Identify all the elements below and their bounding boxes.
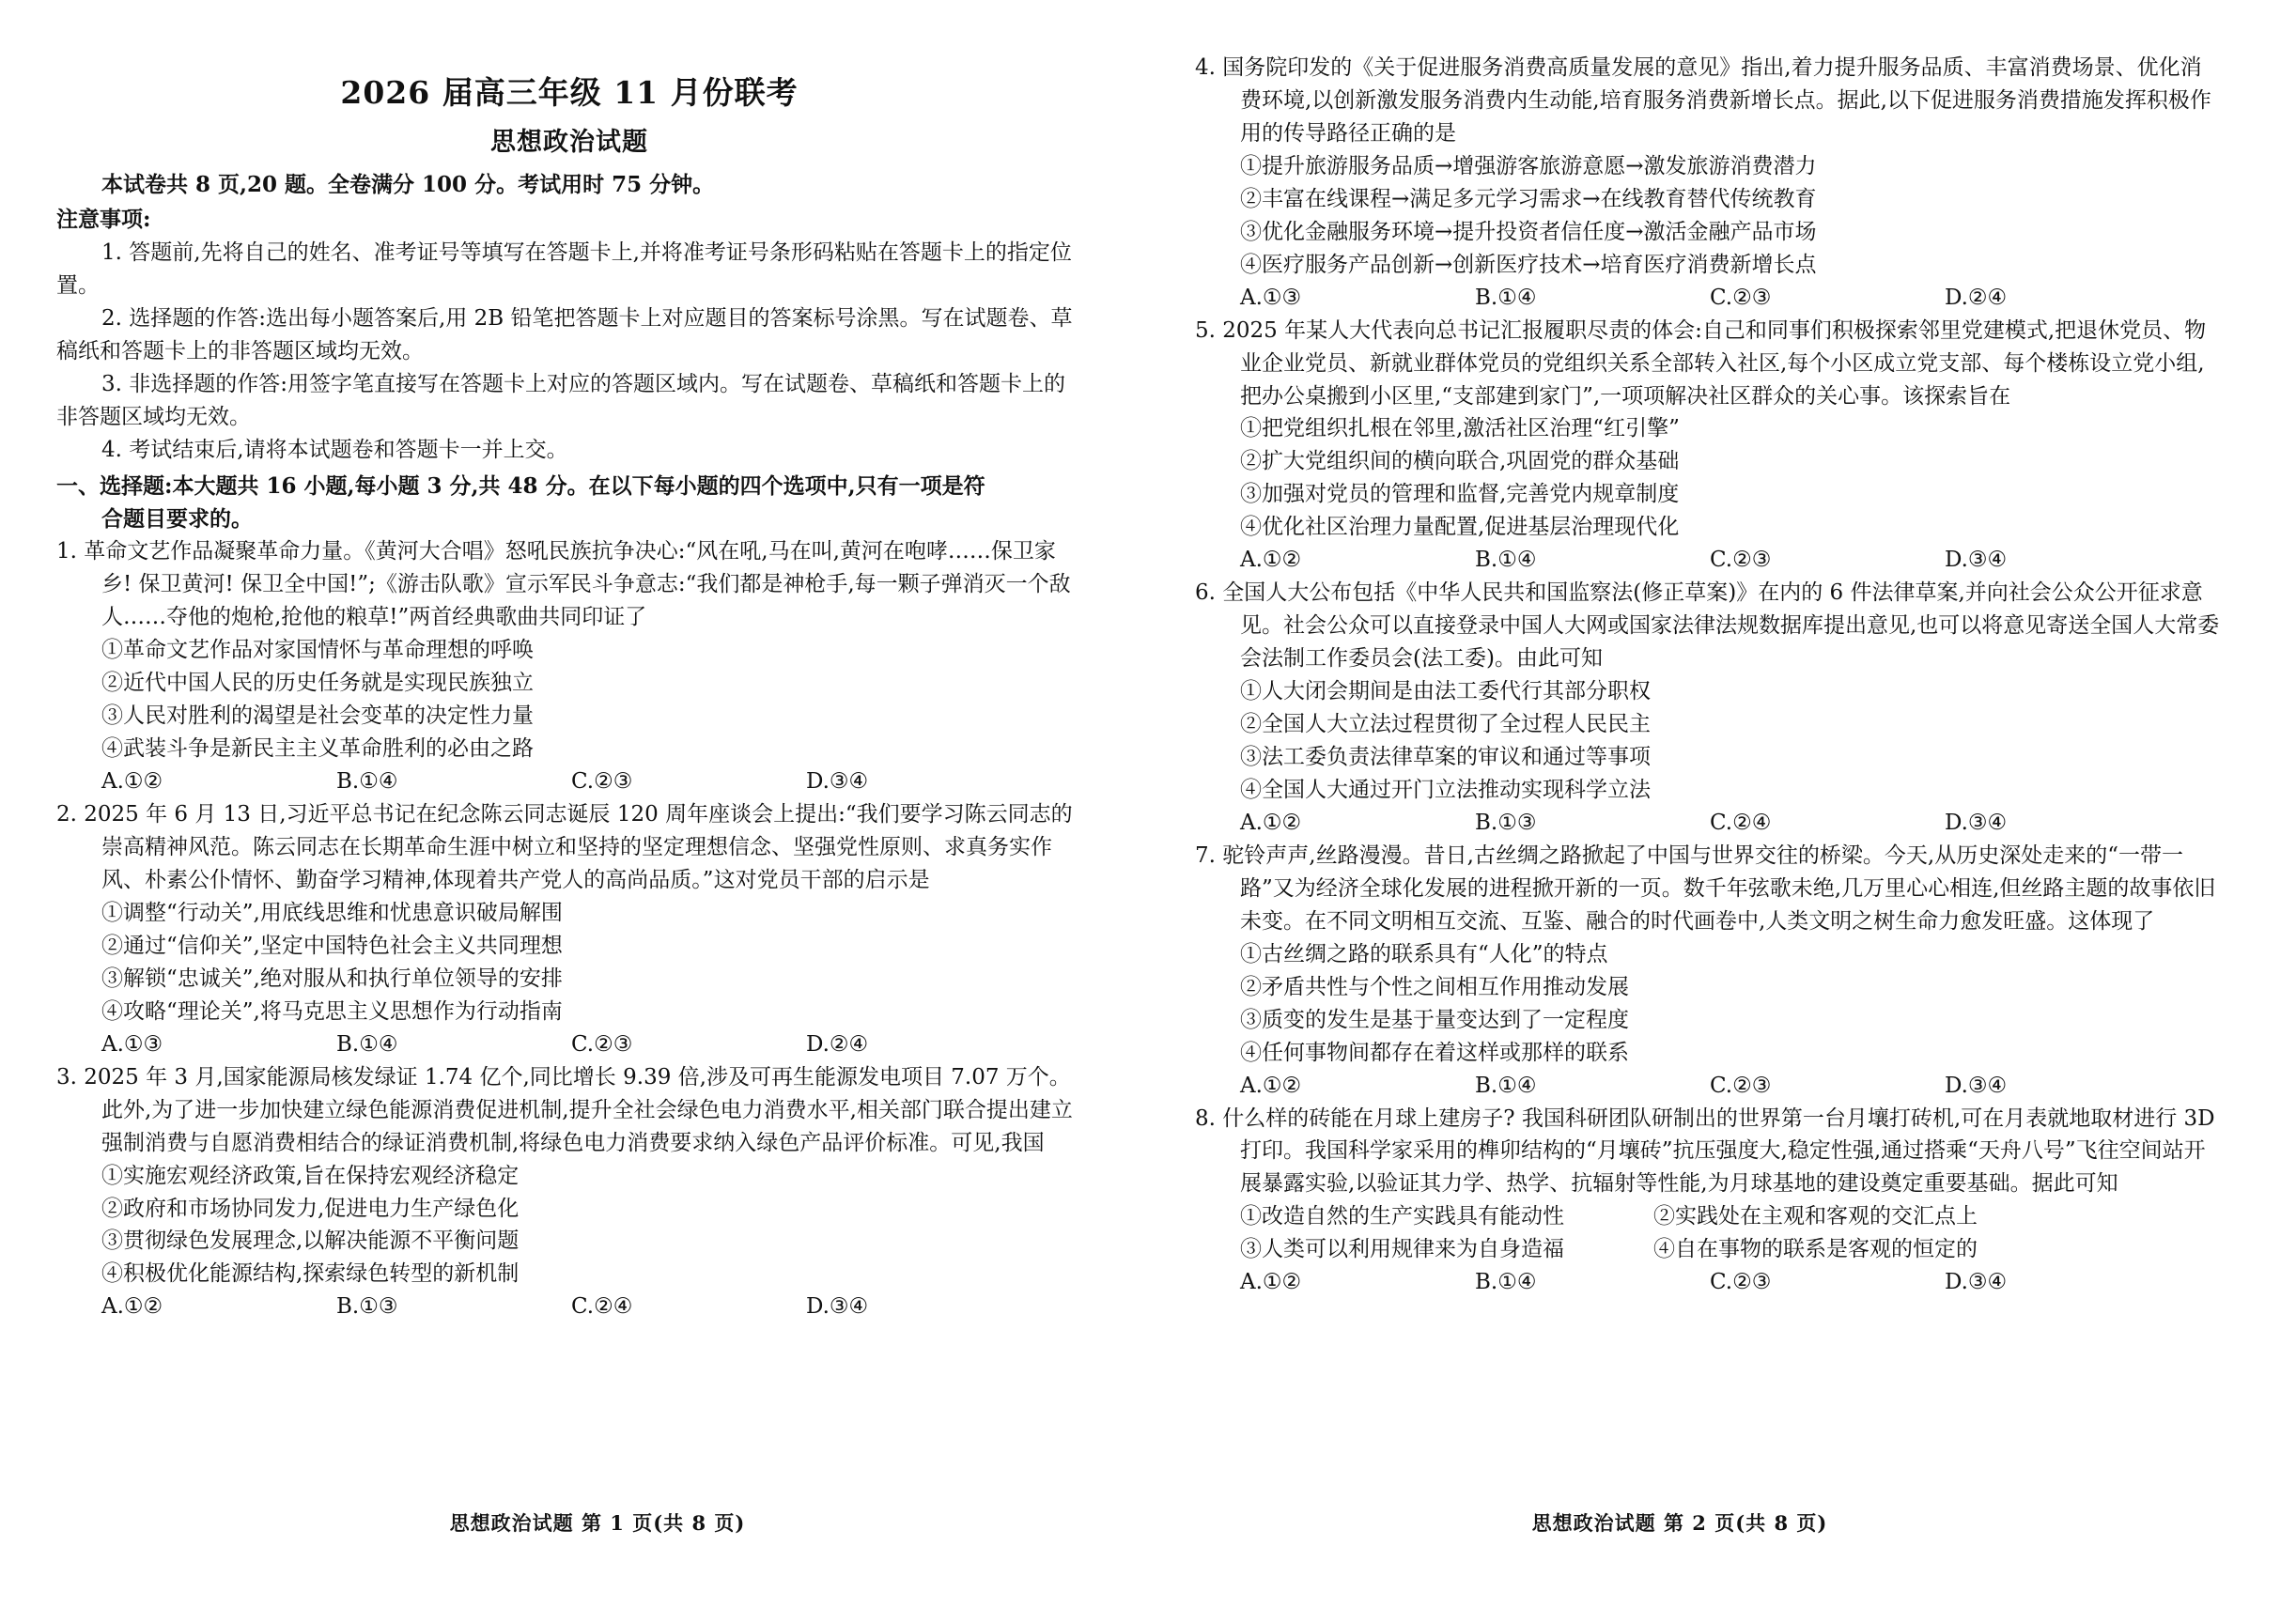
answer-choice-a[interactable]: A.①③	[1240, 285, 1302, 310]
notice-item-2: 2. 选择题的作答:选出每小题答案后,用 2B 铅笔把答题卡上对应题目的答案标号涂黑。写在试题卷、草稿纸和答题卡上的非答题区域均无效。	[56, 305, 1073, 363]
answer-choice-c[interactable]: C.②③	[1710, 285, 1772, 310]
question-4	[1195, 52, 2221, 315]
right-page-column	[1139, 52, 2221, 1623]
answer-choice-d[interactable]: D.②④	[806, 1031, 869, 1057]
answer-choice-d[interactable]: D.③④	[1945, 1073, 2008, 1098]
notice-item-1: 1. 答题前,先将自己的姓名、准考证号等填写在答题卡上,并将准考证号条形码粘贴在答题卡上的指定位置。	[56, 240, 1072, 298]
answer-choice-b[interactable]: B.①④	[1475, 1073, 1537, 1098]
answer-choice-b[interactable]: B.①④	[1475, 285, 1537, 310]
question-option: ②通过“信仰关”,坚定中国特色社会主义共同理想	[101, 933, 563, 958]
answer-choices	[1195, 282, 2221, 315]
question-option: ③贯彻绿色发展理念,以解决能源不平衡问题	[101, 1229, 520, 1254]
page-title: 2026 届高三年级 11 月份联考	[340, 74, 799, 111]
answer-choice-d[interactable]: D.③④	[806, 769, 869, 795]
answer-choice-d[interactable]: D.③④	[806, 1294, 869, 1320]
question-stem: 1. 革命文艺作品凝聚革命力量。《黄河大合唱》怒吼民族抗争决心:“风在吼,马在叫,黄河在咆哮……保卫家乡! 保卫黄河! 保卫全中国!”;《游击队歌》宣示军民斗争意志:“我们都是神枪手,每一颗子弹消灭一个敌人……夺他的炮枪,抢他的粮草!”两首经典歌曲共同印证了	[56, 539, 1071, 630]
answer-choice-a[interactable]: A.①②	[1240, 810, 1302, 835]
answer-choice-c[interactable]: C.②④	[571, 1294, 633, 1320]
question-option: ①改造自然的生产实践具有能动性	[1240, 1204, 1564, 1229]
question-option: ③法工委负责法律草案的审议和通过等事项	[1240, 745, 1651, 770]
answer-choice-b[interactable]: B.①③	[1475, 810, 1537, 835]
notice-item-4: 4. 考试结束后,请将本试题卷和答题卡一并上交。	[101, 437, 568, 462]
answer-choice-a[interactable]: A.①②	[1240, 548, 1302, 573]
answer-choice-a[interactable]: A.①②	[101, 1294, 163, 1320]
answer-choice-c[interactable]: C.②③	[1710, 1270, 1772, 1295]
answer-choice-b[interactable]: B.①④	[1475, 548, 1537, 573]
question-option: ④武装斗争是新民主主义革命胜利的必由之路	[101, 736, 534, 762]
question-option: ③人类可以利用规律来为自身造福	[1240, 1237, 1564, 1262]
question-6	[1195, 577, 2221, 840]
answer-choice-c[interactable]: C.②④	[1710, 810, 1772, 835]
question-option: ④积极优化能源结构,探索绿色转型的新机制	[101, 1261, 520, 1287]
answer-choice-b[interactable]: B.①④	[336, 769, 398, 795]
answer-choice-a[interactable]: A.①②	[1240, 1270, 1302, 1295]
question-3	[56, 1061, 1082, 1324]
notice-item-3: 3. 非选择题的作答:用签字笔直接写在答题卡上对应的答题区域内。写在试题卷、草稿纸和答题卡上的非答题区域均无效。	[56, 371, 1066, 429]
question-7	[1195, 840, 2221, 1103]
question-option: ②丰富在线课程→满足多元学习需求→在线教育替代传统教育	[1240, 186, 1817, 211]
question-option: ②实践处在主观和客观的交汇点上	[1653, 1204, 1978, 1229]
answer-choice-b[interactable]: B.①③	[336, 1294, 398, 1320]
page-footer-left: 思想政治试题 第 1 页(共 8 页)	[449, 1511, 746, 1535]
left-page-column	[56, 52, 1139, 1623]
question-option: ②近代中国人民的历史任务就是实现民族独立	[101, 671, 534, 696]
answer-choice-a[interactable]: A.①②	[1240, 1073, 1302, 1098]
answer-choice-a[interactable]: A.①③	[101, 1031, 163, 1057]
question-option: ②矛盾共性与个性之间相互作用推动发展	[1240, 974, 1629, 999]
answer-choice-d[interactable]: D.③④	[1945, 1270, 2008, 1295]
answer-choices	[1195, 1266, 2221, 1299]
question-option: ④全国人大通过开门立法推动实现科学立法	[1240, 777, 1651, 802]
answer-choice-a[interactable]: A.①②	[101, 769, 163, 795]
question-stem: 2. 2025 年 6 月 13 日,习近平总书记在纪念陈云同志诞辰 120 周年座谈会上提出:“我们要学习陈云同志的崇高精神风范。陈云同志在长期革命生涯中树立和坚持的坚定理想信念、坚强党性原则、求真务实作风、朴素公仆情怀、勤奋学习精神,体现着共产党人的高尚品质。”这对党员干部的启示是	[56, 802, 1073, 892]
question-option-row	[1195, 1233, 2221, 1266]
question-2	[56, 798, 1082, 1061]
question-option: ④自在事物的联系是客观的恒定的	[1653, 1237, 1978, 1262]
question-5	[1195, 315, 2221, 578]
question-stem: 7. 驼铃声声,丝路漫漫。昔日,古丝绸之路掀起了中国与世界交往的桥梁。今天,从历史深处走来的“一带一路”又为经济全球化发展的进程掀开新的一页。数千年弦歌未绝,几万里心心相连,但丝路主题的故事依旧未变。在不同文明相互交流、互鉴、融合的时代画卷中,人类文明之树生命力愈发旺盛。这体现了	[1195, 842, 2216, 934]
answer-choices	[56, 1028, 1082, 1061]
question-option: ①古丝绸之路的联系具有“人化”的特点	[1240, 941, 1608, 966]
question-option: ③质变的发生是基于量变达到了一定程度	[1240, 1007, 1629, 1032]
question-option: ②扩大党组织间的横向联合,巩固党的群众基础	[1240, 449, 1680, 474]
exam-lead-info: 本试卷共 8 页,20 题。全卷满分 100 分。考试用时 75 分钟。	[101, 171, 715, 197]
question-stem: 6. 全国人大公布包括《中华人民共和国监察法(修正草案)》在内的 6 件法律草案,并向社会公众公开征求意见。社会公众可以直接登录中国人大网或国家法律法规数据库提出意见,也可以将意见寄送全国人大常委会法制工作委员会(法工委)。由此可知	[1195, 580, 2220, 672]
answer-choices	[1195, 807, 2221, 840]
answer-choice-c[interactable]: C.②③	[1710, 548, 1772, 573]
question-option: ①革命文艺作品对家国情怀与革命理想的呼唤	[101, 638, 534, 663]
section-heading: 一、选择题:本大题共 16 小题,每小题 3 分,共 48 分。在以下每小题的四个选项中,只有一项是符	[56, 472, 985, 499]
question-option: ④任何事物间都存在着这样或那样的联系	[1240, 1040, 1629, 1065]
page-subtitle: 思想政治试题	[490, 127, 648, 157]
question-option: ②全国人大立法过程贯彻了全过程人民民主	[1240, 712, 1651, 737]
question-option: ②政府和市场协同发力,促进电力生产绿色化	[101, 1196, 520, 1221]
answer-choices	[1195, 1070, 2221, 1103]
answer-choice-c[interactable]: C.②③	[571, 1031, 633, 1057]
question-option: ③解锁“忠诚关”,绝对服从和执行单位领导的安排	[101, 966, 563, 991]
question-stem: 8. 什么样的砖能在月球上建房子? 我国科研团队研制出的世界第一台月壤打砖机,可在月表就地取材进行 3D 打印。我国科学家采用的榫卯结构的“月壤砖”抗压强度大,稳定性强,通过搭乘“天舟八号”飞往空间站开展暴露实验,以验证其力学、热学、抗辐射等性能,为月球基地的建设奠定重要基础。据此可知	[1195, 1105, 2215, 1197]
question-option: ③人民对胜利的渴望是社会变革的决定性力量	[101, 703, 534, 729]
answer-choice-b[interactable]: B.①④	[1475, 1270, 1537, 1295]
question-option: ④优化社区治理力量配置,促进基层治理现代化	[1240, 515, 1680, 540]
answer-choice-d[interactable]: D.②④	[1945, 285, 2008, 310]
answer-choices	[1195, 544, 2221, 577]
answer-choice-c[interactable]: C.②③	[571, 769, 633, 795]
answer-choice-d[interactable]: D.③④	[1945, 548, 2008, 573]
answer-choices	[56, 1291, 1082, 1323]
answer-choice-d[interactable]: D.③④	[1945, 810, 2008, 835]
question-8	[1195, 1103, 2221, 1300]
question-option-row	[1195, 1200, 2221, 1233]
question-option: ①调整“行动关”,用底线思维和忧患意识破局解围	[101, 900, 563, 925]
answer-choices	[56, 765, 1082, 798]
question-stem: 5. 2025 年某人大代表向总书记汇报履职尽责的体会:自己和同事们积极探索邻里党建模式,把退休党员、物业企业党员、新就业群体党员的党组织关系全部转入社区,每个小区成立党支部、每个楼栋设立党小组,把办公桌搬到小区里,“支部建到家门”,一项项解决社区群众的关心事。该探索旨在	[1195, 317, 2207, 409]
question-option: ①把党组织扎根在邻里,激活社区治理“红引擎”	[1240, 416, 1680, 441]
question-stem: 4. 国务院印发的《关于促进服务消费高质量发展的意见》指出,着力提升服务品质、丰富消费场景、优化消费环境,以创新激发服务消费内生动能,培育服务消费新增长点。据此,以下促进服务消费措施发挥积极作用的传导路径正确的是	[1195, 55, 2211, 146]
question-option: ③加强对党员的管理和监督,完善党内规章制度	[1240, 482, 1680, 507]
question-1	[56, 535, 1082, 798]
page-footer-right: 思想政治试题 第 2 页(共 8 页)	[1531, 1511, 1828, 1535]
question-option: ③优化金融服务环境→提升投资者信任度→激活金融产品市场	[1240, 219, 1817, 244]
question-option: ①人大闭会期间是由法工委代行其部分职权	[1240, 679, 1651, 704]
answer-choice-c[interactable]: C.②③	[1710, 1073, 1772, 1098]
section-heading-continued: 合题目要求的。	[101, 505, 253, 532]
notice-heading: 注意事项:	[56, 206, 151, 232]
question-option: ①实施宏观经济政策,旨在保持宏观经济稳定	[101, 1163, 520, 1188]
question-option: ④攻略“理论关”,将马克思主义思想作为行动指南	[101, 998, 563, 1024]
question-option: ①提升旅游服务品质→增强游客旅游意愿→激发旅游消费潜力	[1240, 153, 1817, 178]
question-option: ④医疗服务产品创新→创新医疗技术→培育医疗消费新增长点	[1240, 252, 1817, 277]
answer-choice-b[interactable]: B.①④	[336, 1031, 398, 1057]
question-stem: 3. 2025 年 3 月,国家能源局核发绿证 1.74 亿个,同比增长 9.39 倍,涉及可再生能源发电项目 7.07 万个。此外,为了进一步加快建立绿色能源消费促进机制,提升全社会绿色电力消费水平,相关部门联合提出建立强制消费与自愿消费相结合的绿证消费机制,将绿色电力消费要求纳入绿色产品评价标准。可见,我国	[56, 1064, 1073, 1155]
